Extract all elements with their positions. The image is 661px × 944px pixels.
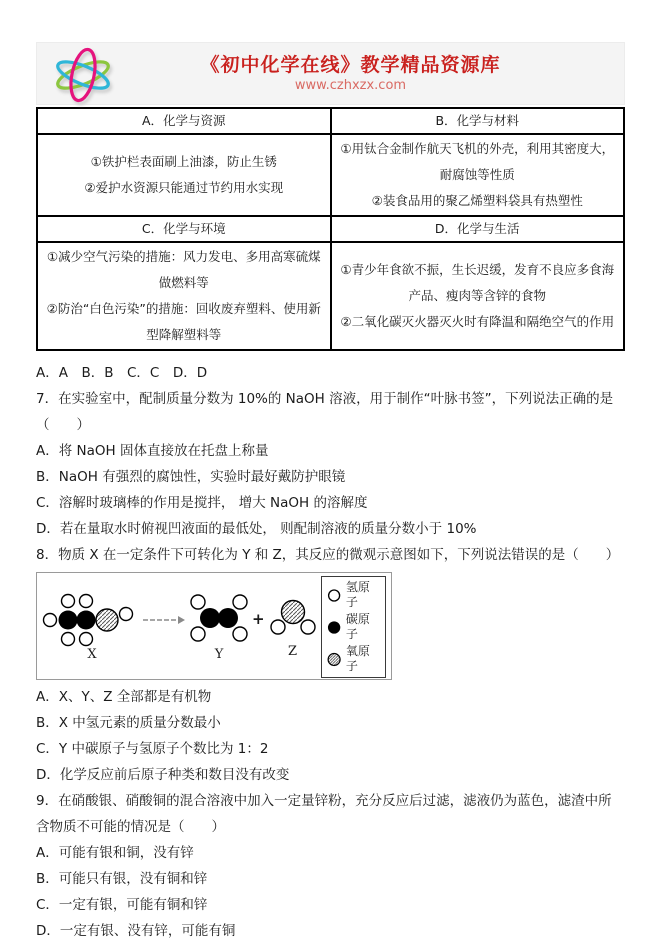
question9-option-b: B．可能只有银，没有铜和锌: [36, 871, 208, 887]
table-cell-title-b: B．化学与材料: [331, 108, 625, 134]
question9-option-c: C．一定有银，可能有铜和锌: [36, 897, 208, 913]
question7-option-b: B．NaOH 有强烈的腐蚀性，实验时最好戴防护眼镜: [36, 469, 346, 485]
document-page: [36, 42, 625, 944]
question7-stem: 7．在实验室中，配制质量分数为 10%的 NaOH 溶液，用于制作“叶脉书签”，下列说法正确的是（ ）: [36, 391, 614, 433]
molecule-y: [186, 592, 252, 662]
table-cell-line: ②装食品用的聚乙烯塑料袋具有热塑性: [371, 193, 583, 208]
atom-logo-icon: [47, 44, 119, 110]
carbon-atom-icon: [327, 620, 341, 635]
molecule-z-label: Z: [288, 644, 298, 659]
legend-row-carbon: [327, 612, 380, 642]
question7-option-a: A．将 NaOH 固体直接放在托盘上称量: [36, 443, 269, 459]
question8-option-c: C．Y 中碳原子与氢原子个数比为 1：2: [36, 741, 269, 757]
site-title: 《初中化学在线》教学精品资源库: [200, 54, 501, 76]
reaction-arrow-icon: [142, 610, 186, 629]
table-cell-line: ②爱护水资源只能通过节约用水实现: [84, 180, 284, 195]
legend-row-oxygen: [327, 644, 380, 674]
question8-option-a: A．X、Y、Z 全部都是有机物: [36, 689, 212, 705]
table-cell-body-b: [331, 134, 625, 216]
table-cell-title-c: C．化学与环境: [37, 216, 331, 242]
header-text: [200, 53, 500, 94]
question8-option-b: B．X 中氢元素的质量分数最小: [36, 715, 221, 731]
legend-label: 氢原子: [345, 580, 370, 609]
molecule-z: [265, 595, 321, 659]
table-cell-line: ①减少空气污染的措施：风力发电、多用高寒硫煤做燃料等: [46, 249, 321, 290]
question9-stem: 9．在硝酸银、硝酸铜的混合溶液中加入一定量锌粉，充分反应后过滤，滤液仍为蓝色，滤渣中所含物质不可能的情况是（ ）: [36, 793, 612, 835]
molecule-x: [42, 592, 142, 662]
question8-option-d: D．化学反应前后原子种类和数目没有改变: [36, 767, 290, 783]
question9-option-d: D．一定有银、没有锌，可能有铜: [36, 923, 236, 939]
table-cell-line: ①青少年食欲不振，生长迟缓，发育不良应多食海产品、瘦肉等含锌的食物: [340, 262, 615, 303]
table-cell-line: ②二氧化碳灭火器灭火时有降温和隔绝空气的作用: [340, 314, 615, 329]
legend-label: 碳原子: [345, 612, 370, 641]
atom-legend: [321, 576, 386, 678]
legend-row-hydrogen: [327, 580, 380, 610]
question7-option-d: D．若在量取水时俯视凹液面的最低处， 则配制溶液的质量分数小于 10%: [36, 521, 477, 537]
question7-option-c: C．溶解时玻璃棒的作用是搅拌， 增大 NaOH 的溶解度: [36, 495, 368, 511]
molecule-z-drawing: [265, 595, 321, 645]
plus-sign: +: [252, 609, 265, 628]
molecule-x-label: X: [87, 647, 97, 662]
table-cell-body-d: [331, 242, 625, 350]
answers-line: A．A B．B C．C D．D: [36, 365, 208, 381]
table-cell-line: ①用钛合金制作航天飞机的外壳，利用其密度大，耐腐蚀等性质: [340, 141, 615, 182]
site-header: [36, 42, 625, 105]
site-url: www.czhxzx.com: [294, 78, 407, 93]
table-cell-line: ①铁护栏表面刷上油漆，防止生锈: [90, 154, 277, 169]
hydrogen-atom-icon: [327, 588, 341, 603]
molecule-x-drawing: [42, 592, 142, 648]
table-cell-title-d: D．化学与生活: [331, 216, 625, 242]
table-cell-line: ②防治“白色污染”的措施：回收废弃塑料、使用新型降解塑料等: [46, 301, 321, 342]
oxygen-atom-icon: [327, 652, 341, 667]
questions-section: [36, 360, 625, 944]
classification-table: [36, 107, 625, 351]
molecule-y-label: Y: [214, 647, 224, 662]
question8-stem: 8．物质 X 在一定条件下可转化为 Y 和 Z，其反应的微观示意图如下，下列说法错误的是（ ）: [36, 547, 620, 563]
table-cell-body-c: [37, 242, 331, 350]
table-cell-title-a: A．化学与资源: [37, 108, 331, 134]
question9-option-a: A．可能有银和铜，没有锌: [36, 845, 194, 861]
table-cell-body-a: [37, 134, 331, 216]
molecule-y-drawing: [186, 592, 252, 648]
legend-label: 氧原子: [345, 644, 370, 673]
reaction-diagram: [36, 572, 392, 680]
